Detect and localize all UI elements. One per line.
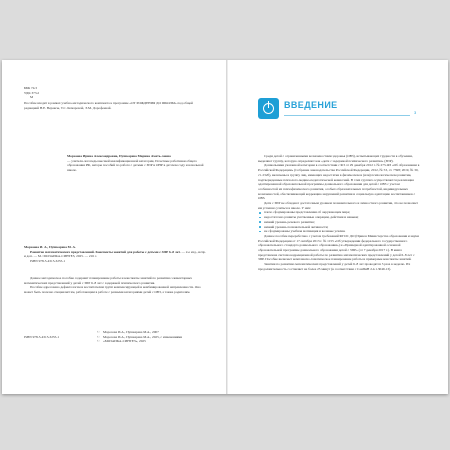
deficits-list [258, 210, 420, 234]
catalog-title-text: Развитие математических представлений. Конспекты занятий для работы с детьми с ЗПР 6–8 лет. [30, 249, 181, 254]
classification-codes [24, 86, 84, 100]
chapter-title: ВВЕДЕНИЕ [284, 100, 338, 110]
udk-code: УДК 373.2 [24, 90, 40, 95]
page-number: 3 [414, 110, 417, 115]
list-item: плохо сформированы представления об окружающем мире; [258, 210, 420, 215]
catalog-record [24, 245, 208, 264]
list-item: низкий уровень познавательной активности; [258, 225, 420, 230]
isbn [24, 335, 94, 340]
catalog-pub: — 2-е изд., испр. и доп. — М.: МОЗАИКА-СИНТЕЗ, 2025. — 216 с. [24, 249, 206, 259]
right-page [228, 60, 448, 394]
copyright-icon: © [97, 339, 100, 344]
annotation-paragraph-2: Пособие адресовано дефектологам и воспитателям групп компенсирующей и комбинированной направленности. Оно может быть полезно специалистам, работающим в работе с разными категориями детей с ОВЗ, а также родителям. [24, 285, 201, 295]
catalog-title [24, 250, 208, 259]
annotation [24, 276, 208, 295]
copyright-icon: © [97, 334, 100, 339]
recommendation-text: Пособие входит в рамках учебно-методического комплекта к программе «ОТ РОЖДЕНИЯ ДО ШКОЛЫ» под общей редакцией Н.Е. Вераксы, Т.С. Комаровой, Э.М. Дорофеевой. [24, 101, 193, 110]
recommendation-note [24, 101, 202, 110]
bbk-code: ББК 74.3 [24, 86, 37, 90]
list-item: низкий уровень речевого развития; [258, 220, 420, 225]
authors-bio [67, 154, 207, 173]
copyright-text: Морозова И.А., Пушкарева М.А., 2007 [103, 330, 159, 334]
catalog-authors: Морозова И. А., Пушкарева М. А. [24, 245, 76, 249]
copyright-text: «МОЗАИКА-СИНТЕЗ», 2025 [103, 339, 146, 344]
legal-paragraph: Дошкольники указанной категории в соответствии с ФЗ от 29 декабря 2012 г. № 273-ФЗ «Об образовании в Российской Федерации» (Собрание законодательства Российской Федерации, 2012, № 53, ст. 7598; 2019, № 30, ст. 232б), включены в группу лиц, имеющих недостатки в физическом и (или) психологическом развитии, подтвержденные психолого-медико-педагогической комиссией. В этих группах осуществляется реализация адаптированной образовательной программы дошкольного образования для детей с ОВЗ с учетом особенностей их психофизического развития, особых образовательных потребностей, индивидуальных возможностей, обеспечивающей коррекцию нарушений развития и социальную адаптацию воспитанников с ОВЗ. [258, 163, 420, 201]
header-divider [284, 115, 410, 116]
intro-paragraph: Среди детей с ограниченными возможностями здоровья (ОВЗ), испытывающих трудности в обучении, выделяют группу, которую определяют как «дети с задержкой психического развития» (ЗПР). [258, 154, 413, 163]
book-spread [2, 60, 448, 394]
copyright-text: Морозова И.А., Пушкарева М.А., 2025, с изменениями [103, 334, 183, 339]
annotation-paragraph-1: Данное методическое пособие содержит планирование работы и конспекты занятий по развитию элементарных математических представлений у детей с ЗПР 6–8 лет с задержкой психического развития. [24, 276, 192, 285]
authors-bio-heading: Морозова Ирина Александровна, Пушкарева Марина Аметь-ловна [67, 154, 171, 158]
copyright-block [97, 330, 212, 344]
copyright-line [97, 339, 212, 344]
copyright-icon: © [97, 330, 100, 334]
catalog-isbn-note: ISBN 978-5-4315-3255-1 [30, 259, 66, 264]
list-item: недостаточно развиты умственные операции, действия и навыки; [258, 215, 420, 220]
lead-paragraph: Дети с ЗПР не обладают достаточным уровнем познавательного и личностного развития, что не позволяет им успешно учиться в школе. У них: [258, 201, 418, 210]
authors-bio-body: — учителя-логопеды высшей квалификационной категории, Почетные работники общего образования РФ, авторы пособий по работе с детьми с ЗПР и ОНР в детском саду и начальной школе. [67, 158, 204, 173]
body-text [258, 154, 420, 272]
fgos-paragraph: Данное пособие переработано с учетом требований ФГОС ДО (Приказ Министерства образования и науки Российской Федерации от 17 октября 2013 г. № 1155 «Об утверждении федерального государственного образовательного стандарта дошкольного образования») и «Примерной адаптированной основной образовательной программы дошкольного образования детей с ЗПР» (от 7 декабря 2017 г.). В книге представлена система коррекционной работы по развитию математических представлений у детей 6–8 лет с ЗПР. Пособие включает комплексно-тематическое планирование работы и примерные конспекты занятий. [258, 233, 419, 262]
isbn-number: ISBN 978-5-4315-3255-1 [24, 335, 60, 339]
schedule-paragraph: Занятия по развитию математических представлений у детей 6–8 лет проводятся 3 раза в неделю. Их продолжительность составляет не более 25 минут (в соответствии с СанПиН 2.4.1.3049-13). [258, 262, 411, 271]
left-page [2, 60, 226, 394]
power-icon [258, 98, 279, 119]
list-item: не сформированы учебная мотивация и волевые усилия. [258, 229, 420, 234]
m-code: М [30, 95, 34, 100]
